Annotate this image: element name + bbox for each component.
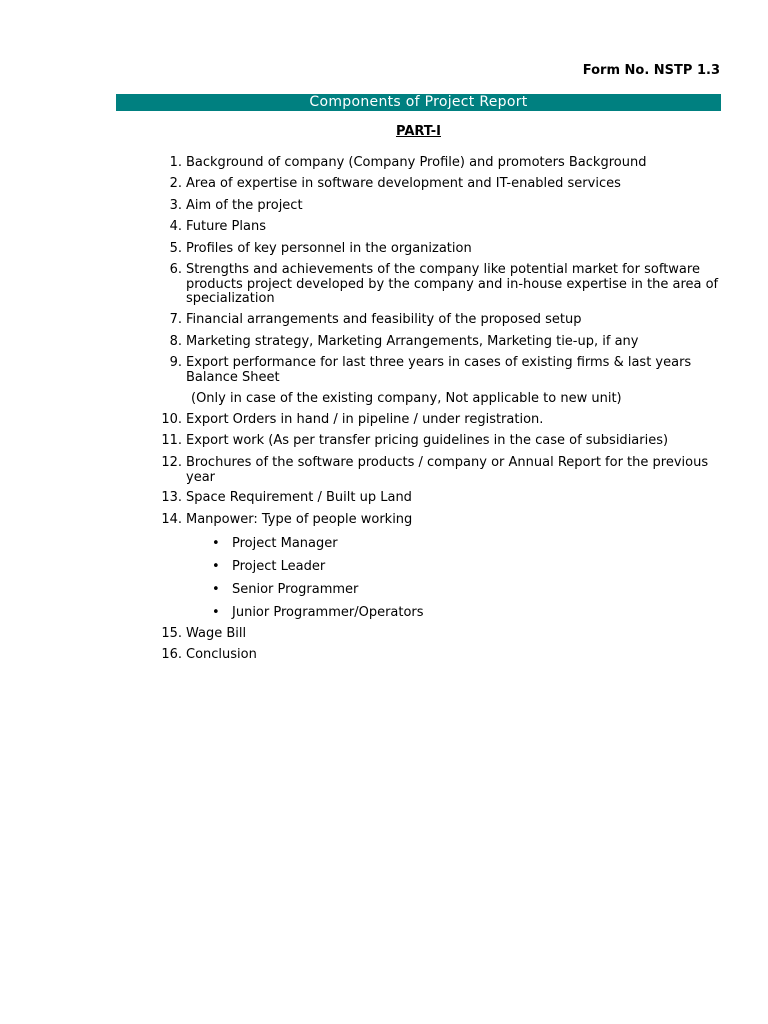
list-number: 12. [161, 455, 182, 470]
list-text: Future Plans [186, 219, 266, 234]
part-heading: PART-I [395, 124, 441, 139]
list-text: Background of company (Company Profile) and promoters Background [186, 155, 647, 170]
list-text: Space Requirement / Built up Land [186, 490, 412, 505]
list-item [160, 356, 720, 385]
list-text: Area of expertise in software development and IT-enabled services [186, 176, 621, 191]
list-number: 1. [169, 155, 182, 170]
list-number: 13. [161, 490, 182, 505]
bullet-icon: • [212, 605, 220, 620]
title-banner [116, 94, 721, 111]
manpower-item [212, 605, 424, 620]
list-number: 3. [169, 198, 182, 213]
list-item [160, 263, 720, 307]
list-number: 10. [161, 412, 182, 427]
list-number: 11. [161, 433, 182, 448]
list-item [160, 242, 720, 257]
list-number: 4. [169, 219, 182, 234]
manpower-item [212, 536, 338, 551]
list-text: Strengths and achievements of the company like potential market for software products project developed by the company and in-house expertise in the area of specialization [186, 262, 719, 306]
manpower-item [212, 582, 358, 597]
bullet-icon: • [212, 582, 220, 597]
list-number: 6. [169, 262, 182, 277]
list-item [160, 513, 720, 528]
list-number: 5. [169, 241, 182, 256]
list-item [160, 156, 720, 171]
list-item [160, 199, 720, 214]
list-item [160, 335, 720, 350]
manpower-label: Senior Programmer [232, 582, 359, 597]
list-item [160, 413, 720, 428]
list-item [160, 177, 720, 192]
manpower-label: Project Leader [232, 559, 326, 574]
bullet-icon: • [212, 536, 220, 551]
list-item [160, 491, 720, 506]
manpower-label: Junior Programmer/Operators [232, 605, 424, 620]
list-item [160, 220, 720, 235]
manpower-label: Project Manager [232, 536, 338, 551]
list-text: Conclusion [186, 647, 257, 662]
list-text: Marketing strategy, Marketing Arrangements, Marketing tie-up, if any [186, 334, 639, 349]
list-item [160, 627, 720, 642]
list-text: Profiles of key personnel in the organization [186, 241, 472, 256]
list-text: Export Orders in hand / in pipeline / under registration. [186, 412, 544, 427]
list-text: Export work (As per transfer pricing guidelines in the case of subsidiaries) [186, 433, 669, 448]
list-number: 9. [169, 355, 182, 370]
existing-company-note: (Only in case of the existing company, Not applicable to new unit) [191, 391, 622, 406]
list-text: Aim of the project [186, 198, 303, 213]
list-text: Manpower: Type of people working [186, 512, 413, 527]
banner-title: Components of Project Report [309, 94, 528, 110]
list-item [160, 313, 720, 328]
list-number: 14. [161, 512, 182, 527]
form-number: Form No. NSTP 1.3 [582, 63, 720, 78]
list-text: Financial arrangements and feasibility of the proposed setup [186, 312, 582, 327]
list-number: 16. [161, 647, 182, 662]
list-number: 8. [169, 334, 182, 349]
list-text: Export performance for last three years in cases of existing firms & last years Balance Sheet [186, 355, 692, 385]
list-text: Wage Bill [186, 626, 247, 641]
list-item [160, 434, 720, 449]
list-number: 15. [161, 626, 182, 641]
list-text: Brochures of the software products / company or Annual Report for the previous year [186, 455, 709, 485]
manpower-item [212, 559, 325, 574]
list-number: 2. [169, 176, 182, 191]
list-item [160, 456, 720, 485]
list-number: 7. [169, 312, 182, 327]
bullet-icon: • [212, 559, 220, 574]
list-item [160, 648, 720, 663]
